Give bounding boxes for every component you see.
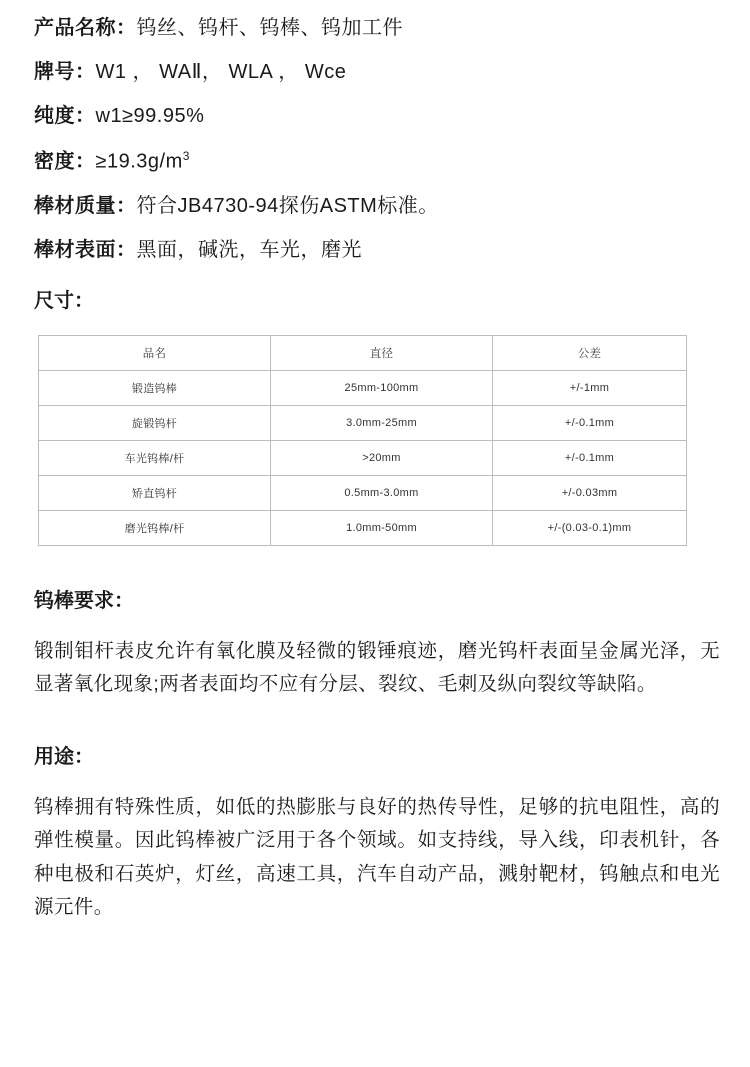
cell-tolerance: +/-0.1mm bbox=[493, 405, 687, 440]
cell-tolerance: +/-(0.03-0.1)mm bbox=[493, 510, 687, 545]
cell-name: 车光钨棒/杆 bbox=[39, 440, 271, 475]
table-row bbox=[39, 510, 687, 545]
cell-diameter: 0.5mm-3.0mm bbox=[271, 475, 493, 510]
cell-tolerance: +/-1mm bbox=[493, 370, 687, 405]
table-row bbox=[39, 475, 687, 510]
table-header-row bbox=[39, 335, 687, 370]
spec-key: 产品名称： bbox=[34, 17, 137, 39]
table-row bbox=[39, 370, 687, 405]
cell-diameter: 25mm-100mm bbox=[271, 370, 493, 405]
spec-product-name bbox=[34, 18, 720, 38]
table-row bbox=[39, 405, 687, 440]
spec-value: 钨丝、钨杆、钨棒、钨加工件 bbox=[136, 17, 403, 39]
spec-value-superscript: 3 bbox=[182, 149, 190, 163]
spec-bar-surface bbox=[34, 240, 720, 260]
usage-section-title: 用途： bbox=[34, 745, 94, 768]
size-table bbox=[38, 335, 687, 546]
cell-diameter: 1.0mm-50mm bbox=[271, 510, 493, 545]
cell-name: 矫直钨杆 bbox=[39, 475, 271, 510]
spec-value: W1 ， WAⅡ， WLA ， Wce bbox=[95, 61, 347, 83]
column-header-tolerance: 公差 bbox=[493, 335, 687, 370]
spec-value: w1≥99.95% bbox=[95, 105, 205, 127]
cell-diameter: 3.0mm-25mm bbox=[271, 405, 493, 440]
spec-key: 棒材质量： bbox=[34, 194, 137, 217]
cell-name: 磨光钨棒/杆 bbox=[39, 510, 271, 545]
spec-bar-quality bbox=[34, 196, 720, 216]
spec-key: 纯度： bbox=[34, 105, 96, 127]
cell-diameter: >20mm bbox=[271, 440, 493, 475]
spec-value: ≥19.3g/m bbox=[95, 150, 183, 173]
usage-paragraph: 钨棒拥有特殊性质，如低的热膨胀与良好的热传导性，足够的抗电阻性，高的弹性模量。因此钨棒被广泛用于各个领域。如支持线，导入线，印表机针，各种电极和石英炉，灯丝，高速工具，汽车自动产品，溅射靶材，钨触点和电光源元件。 bbox=[34, 795, 720, 919]
size-section-title: 尺寸： bbox=[34, 289, 94, 312]
spec-grade bbox=[34, 62, 720, 82]
spec-purity bbox=[34, 106, 720, 126]
requirement-paragraph: 锻制钼杆表皮允许有氧化膜及轻微的锻锤痕迹，磨光钨杆表面呈金属光泽，无显著氧化现象;两者表面均不应有分层、裂纹、毛刺及纵向裂纹等缺陷。 bbox=[34, 639, 720, 696]
requirement-section-title: 钨棒要求： bbox=[34, 589, 134, 612]
spec-density bbox=[34, 150, 720, 172]
cell-name: 旋锻钨杆 bbox=[39, 405, 271, 440]
cell-name: 锻造钨棒 bbox=[39, 370, 271, 405]
spec-key: 棒材表面： bbox=[34, 238, 137, 261]
spec-key: 牌号： bbox=[34, 61, 96, 83]
cell-tolerance: +/-0.1mm bbox=[493, 440, 687, 475]
column-header-diameter: 直径 bbox=[271, 335, 493, 370]
spec-key: 密度： bbox=[34, 150, 96, 173]
spec-value: 黑面，碱洗，车光，磨光 bbox=[136, 238, 362, 261]
cell-tolerance: +/-0.03mm bbox=[493, 475, 687, 510]
spec-value: 符合JB4730-94探伤ASTM标准。 bbox=[136, 194, 439, 217]
table-row bbox=[39, 440, 687, 475]
column-header-name: 品名 bbox=[39, 335, 271, 370]
